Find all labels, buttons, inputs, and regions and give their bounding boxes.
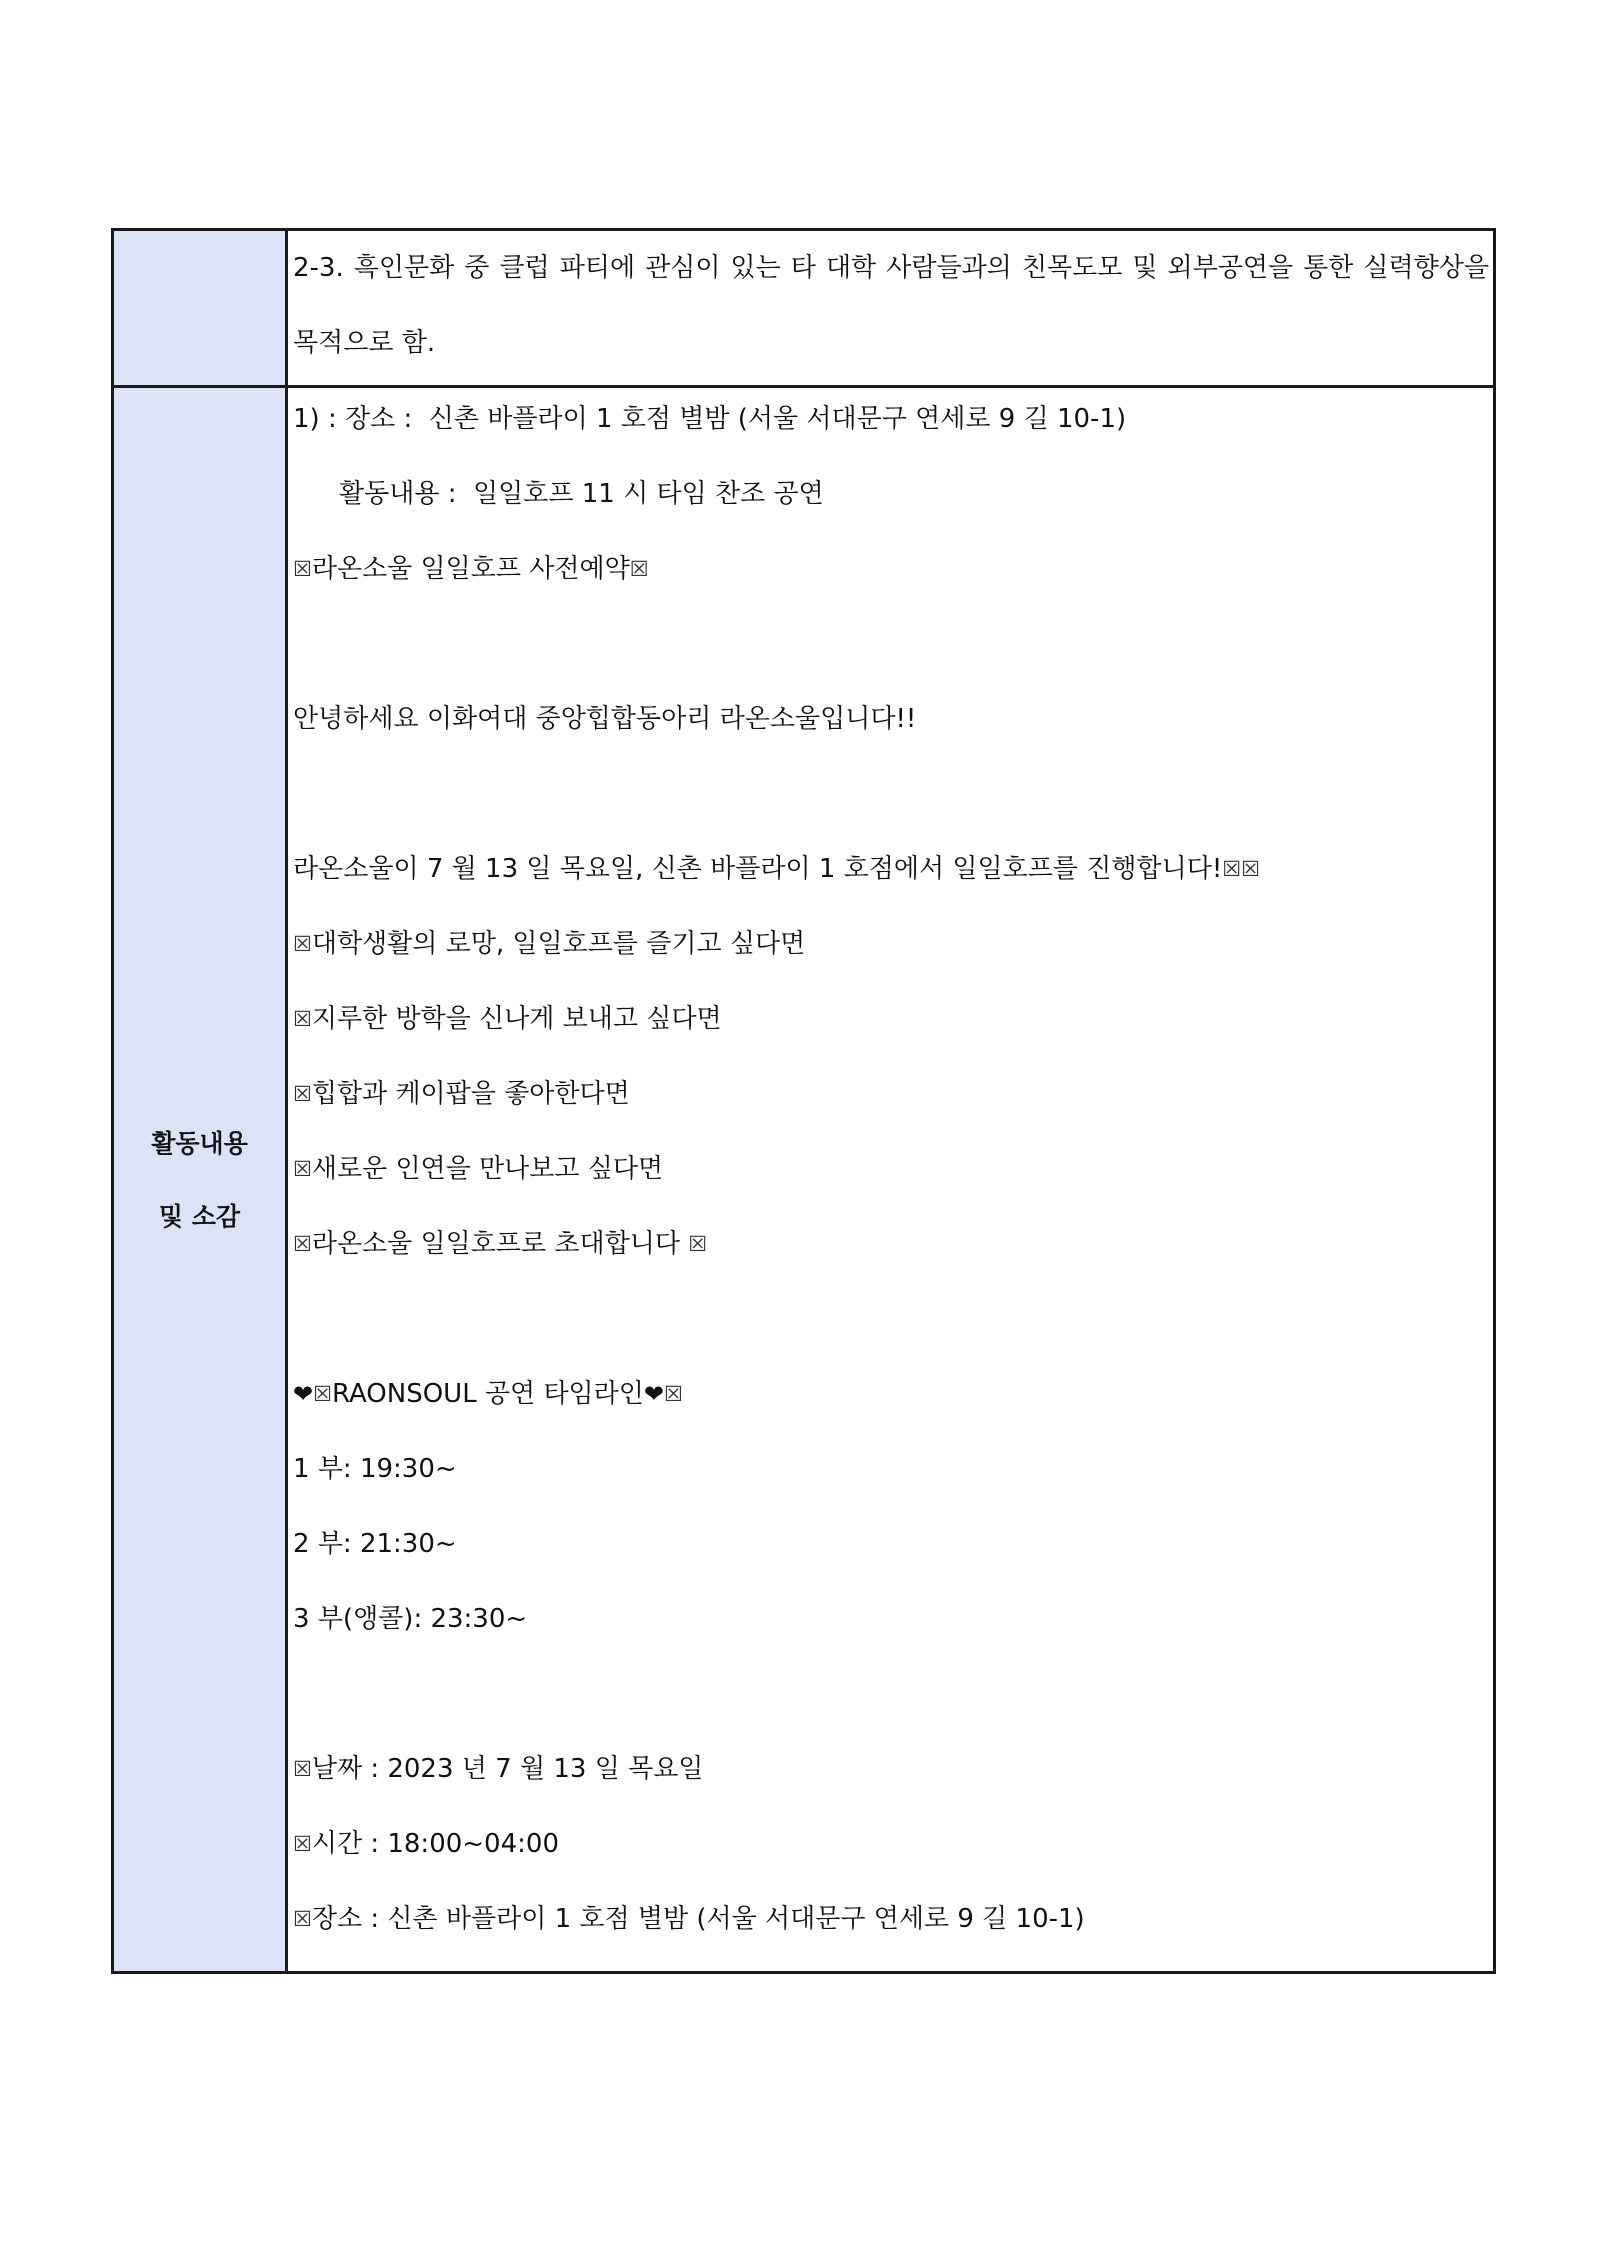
missing-glyph-icon: ☒ — [293, 1757, 312, 1781]
bullet-text: 라온소울 일일호프로 초대합니다 — [311, 1229, 689, 1259]
timeline-item: 3 부(앵콜): 23:30~ — [293, 1604, 528, 1634]
timeline-title: RAONSOUL 공연 타임라인 — [331, 1379, 644, 1409]
missing-glyph-icon: ☒ — [1222, 857, 1242, 881]
announce-line — [293, 844, 1489, 919]
activity-row — [113, 387, 1495, 1973]
missing-glyph-icon: ☒ — [293, 1832, 312, 1856]
missing-glyph-icon: ☒ — [1241, 857, 1260, 881]
missing-glyph-icon: ☒ — [664, 1382, 683, 1406]
bullet-text: 새로운 인연을 만나보고 싶다면 — [311, 1154, 664, 1184]
purpose-row — [113, 230, 1495, 387]
purpose-text: 2-3. 흑인문화 중 클럽 파티에 관심이 있는 타 대학 사람들과의 친목도모 및 외부공연을 통한 실력향상을 목적으로 함. — [293, 253, 1489, 358]
bullet-line — [293, 1144, 1489, 1219]
blank-line — [293, 619, 1489, 694]
missing-glyph-icon: ☒ — [688, 1232, 708, 1256]
purpose-label-cell — [113, 230, 287, 387]
activity-label-line1: 활동내용 — [151, 1128, 248, 1158]
bullet-text: 대학생활의 로망, 일일호프를 즐기고 싶다면 — [311, 929, 806, 959]
greeting-line: 안녕하세요 이화여대 중앙힙합동아리 라온소울입니다!! — [293, 704, 917, 734]
blank-line — [293, 1294, 1489, 1369]
heart-icon: ❤ — [643, 1380, 665, 1408]
missing-glyph-icon: ☒ — [293, 1232, 312, 1256]
purpose-content-cell — [287, 230, 1495, 387]
detail-text: 시간 : 18:00~04:00 — [311, 1829, 559, 1859]
activity-label-cell — [113, 387, 287, 1973]
detail-line — [293, 1744, 1489, 1819]
missing-glyph-icon: ☒ — [629, 557, 649, 581]
bullet-line — [293, 994, 1489, 1069]
report-table — [111, 228, 1496, 1974]
bullet-text: 힙합과 케이팝을 좋아한다면 — [311, 1079, 630, 1109]
bullet-line — [293, 919, 1489, 994]
missing-glyph-icon: ☒ — [293, 1907, 312, 1931]
reservation-title: 라온소울 일일호프 사전예약 — [311, 554, 630, 584]
detail-line — [293, 1894, 1489, 1969]
heart-icon: ❤ — [293, 1380, 314, 1408]
missing-glyph-icon: ☒ — [293, 557, 312, 581]
timeline-title-line — [293, 1369, 1489, 1444]
place-line: 1) : 장소 : 신촌 바플라이 1 호점 별밤 (서울 서대문구 연세로 9 길 10-1) — [293, 404, 1127, 434]
bullet-text: 지루한 방학을 신나게 보내고 싶다면 — [311, 1004, 722, 1034]
bullet-line — [293, 1219, 1489, 1294]
timeline-item: 1 부: 19:30~ — [293, 1454, 457, 1484]
bullet-line — [293, 1069, 1489, 1144]
missing-glyph-icon: ☒ — [293, 1157, 312, 1181]
detail-text: 장소 : 신촌 바플라이 1 호점 별밤 (서울 서대문구 연세로 9 길 10-1) — [311, 1904, 1085, 1934]
activity-lines — [293, 388, 1489, 1969]
announce-text: 라온소울이 7 월 13 일 목요일, 신촌 바플라이 1 호점에서 일일호프를 진행합니다! — [293, 854, 1223, 884]
timeline-item: 2 부: 21:30~ — [293, 1529, 457, 1559]
content-line: 활동내용 : 일일호프 11 시 타임 찬조 공연 — [339, 479, 824, 509]
missing-glyph-icon: ☒ — [313, 1382, 332, 1406]
activity-label-line2: 및 소감 — [158, 1201, 241, 1231]
missing-glyph-icon: ☒ — [293, 1007, 312, 1031]
detail-text: 날짜 : 2023 년 7 월 13 일 목요일 — [311, 1754, 704, 1784]
activity-content-cell — [287, 387, 1495, 1973]
reservation-title-line — [293, 544, 1489, 619]
missing-glyph-icon: ☒ — [293, 1082, 312, 1106]
detail-line — [293, 1819, 1489, 1894]
blank-line — [293, 1669, 1489, 1744]
missing-glyph-icon: ☒ — [293, 932, 312, 956]
blank-line — [293, 769, 1489, 844]
